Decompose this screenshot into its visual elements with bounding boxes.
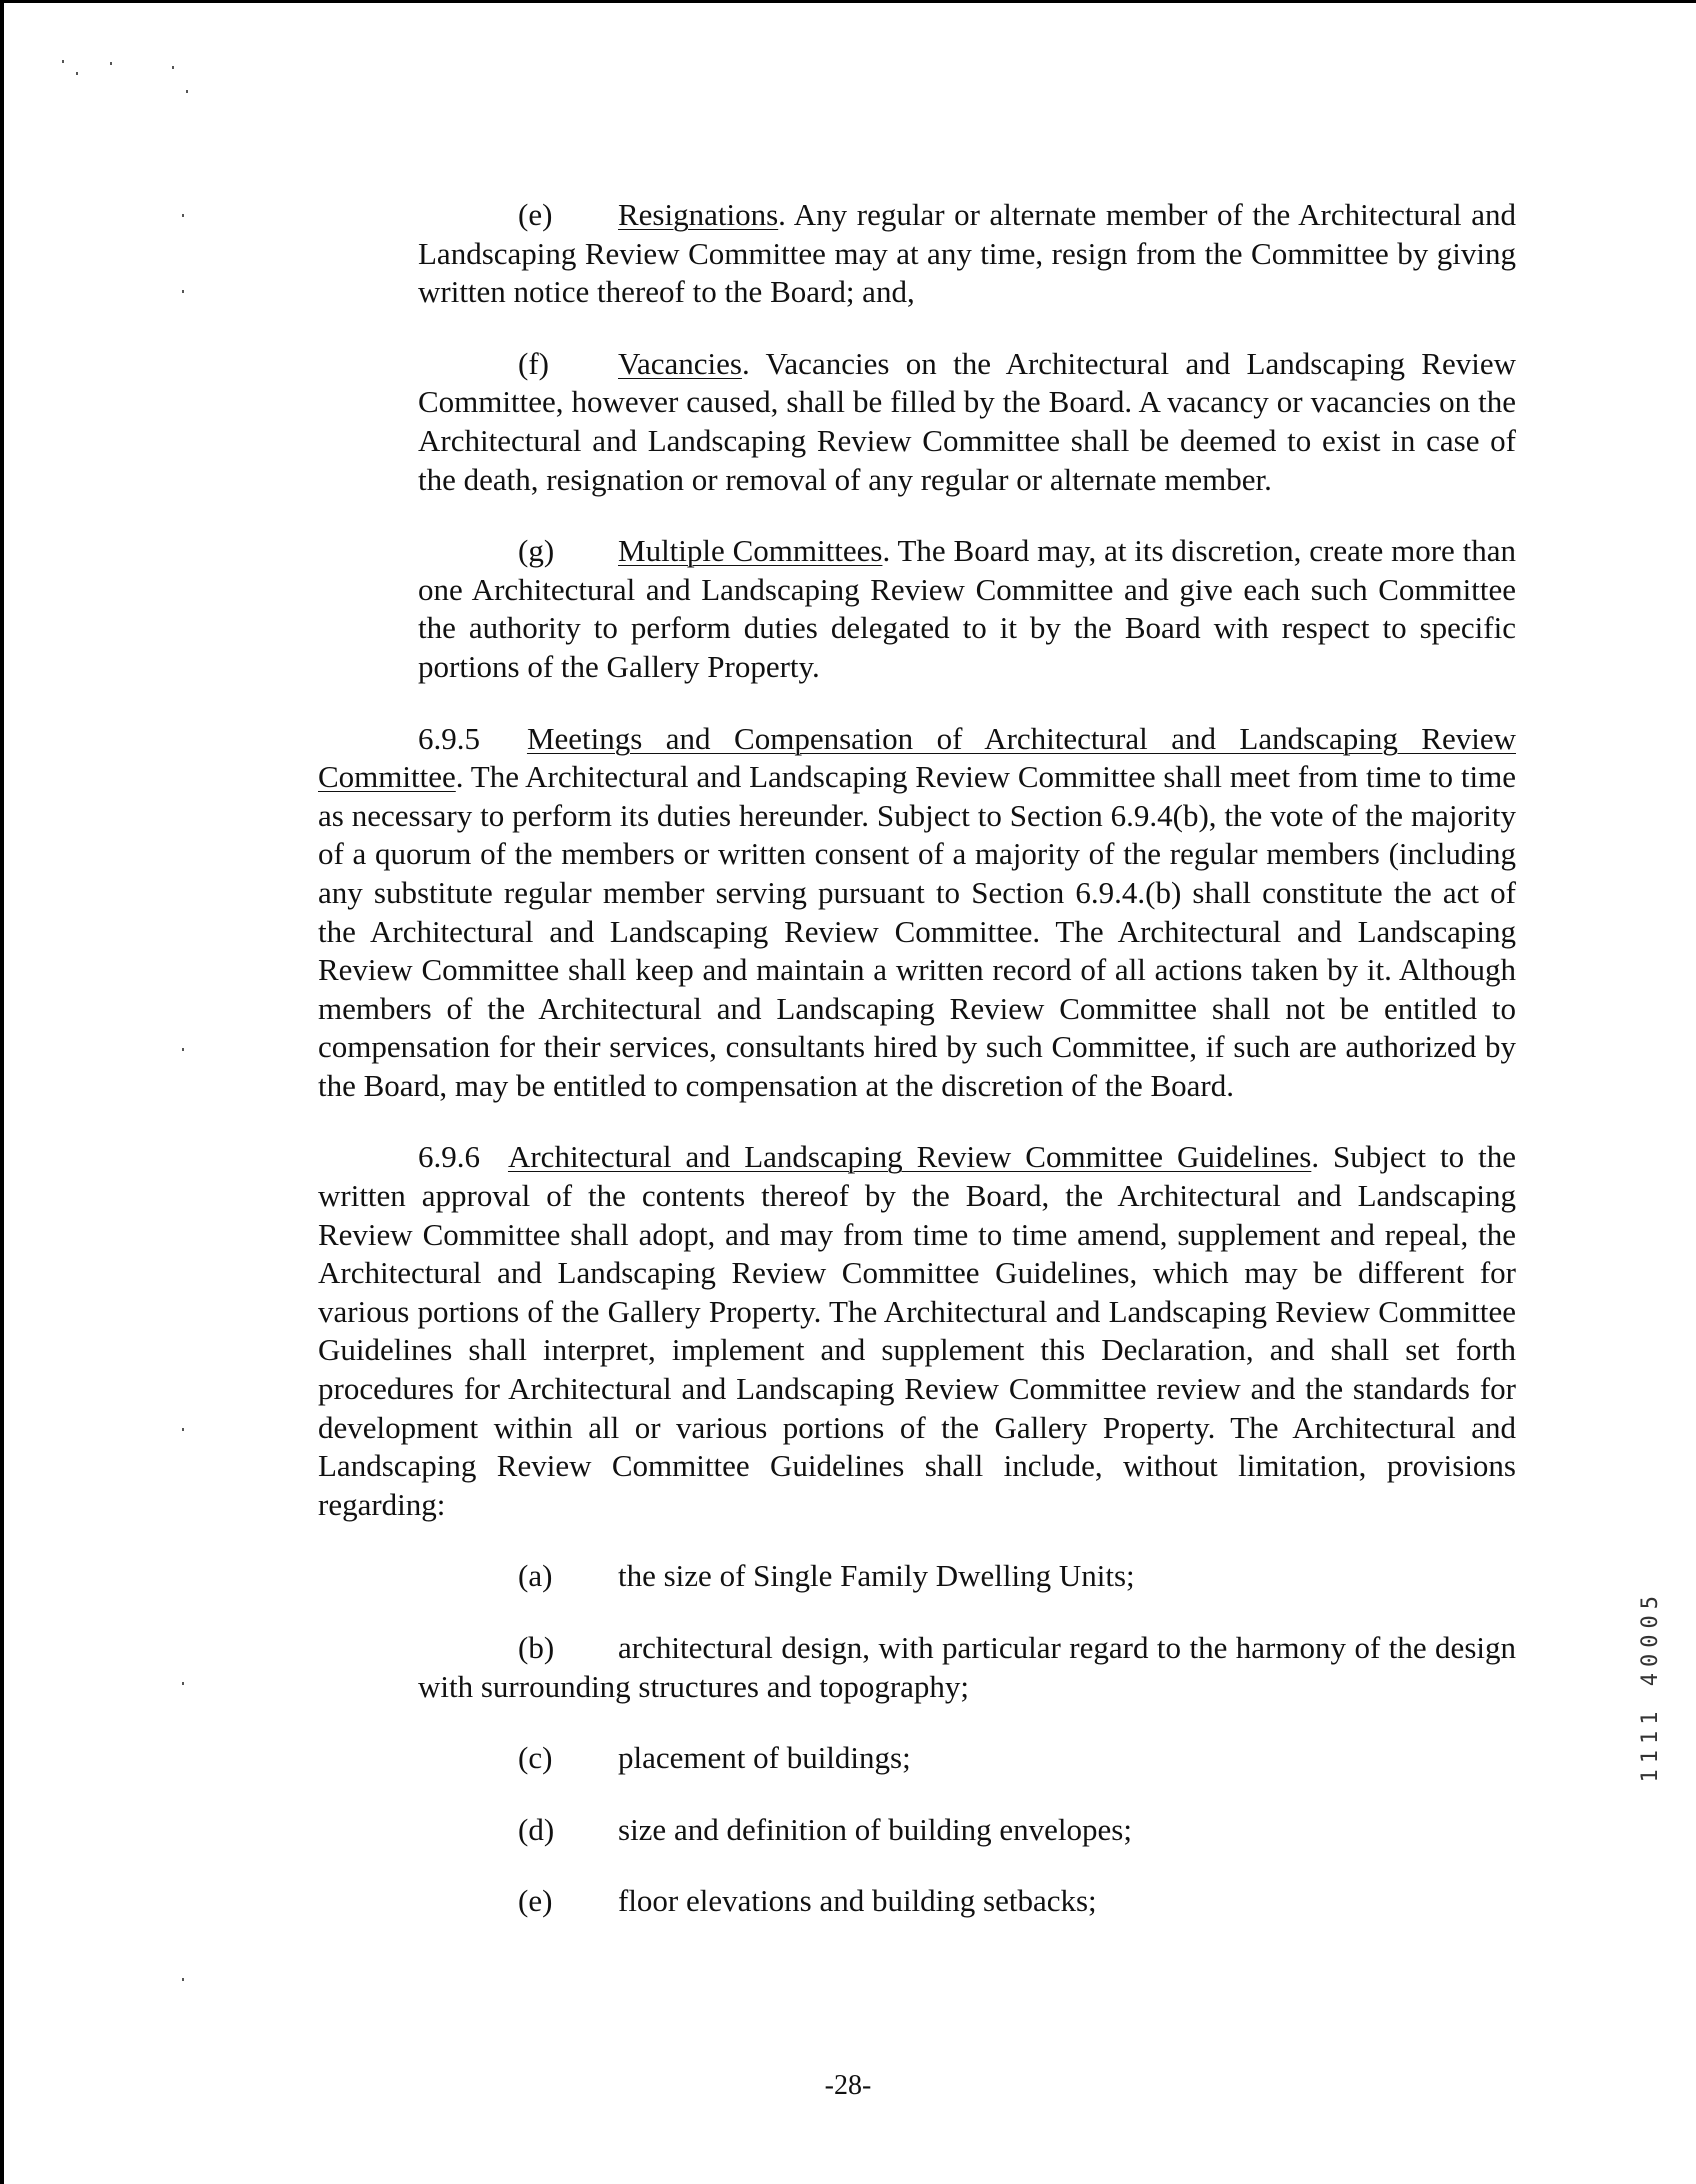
section-heading: Architectural and Landscaping Review Committee Guidelines — [507, 1139, 1312, 1175]
item-text: architectural design, with particular regard to the harmony of the design with surrounding structures and topography; — [418, 1630, 1516, 1704]
guideline-item-c — [318, 1739, 1516, 1778]
scan-speck — [62, 60, 64, 63]
scan-speck — [76, 72, 78, 75]
item-text: size and definition of building envelopes; — [618, 1811, 1132, 1847]
scan-left-edge — [0, 0, 4, 2184]
scan-speck — [182, 1978, 184, 1981]
section-text: . Subject to the written approval of the contents thereof by the Board, the Architectural and Landscaping Review Committee shall adopt, and may from time to time amend, supplement and repeal, the Architectural and Landscaping Review Committee Guidelines, which may be different for various portions of the Gallery Property. The Architectural and Landscaping Review Committee Guidelines shall interpret, implement and supplement this Declaration, and shall set forth procedures for Architectural and Landscaping Review Committee review and the standards for development within all or various portions of the Gallery Property. The Architectural and Landscaping Review Committee Guidelines shall include, without limitation, provisions regarding: — [318, 1139, 1516, 1522]
section-6-9-5 — [318, 720, 1516, 1106]
subsection-label: (e) — [518, 197, 553, 232]
guideline-item-b — [318, 1629, 1516, 1706]
subsection-text: . The Board may, at its discretion, create more than one Architectural and Landscaping Review Committee and give each such Committee the authority to perform duties delegated to it by the Board with respect to specific portions of the Gallery Property. — [418, 533, 1516, 684]
scan-speck — [186, 90, 188, 93]
subsection-e-resignations — [318, 196, 1516, 312]
subsection-heading: Multiple Committees — [618, 533, 883, 569]
item-label: (b) — [518, 1630, 555, 1665]
page-number: -28- — [824, 2070, 872, 2101]
guideline-item-a — [318, 1557, 1516, 1596]
subsection-text: . Any regular or alternate member of the Architectural and Landscaping Review Committee may at any time, resign from the Committee by giving written notice thereof to the Board; and, — [418, 197, 1516, 310]
subsection-g-multiple-committees — [318, 532, 1516, 686]
item-label: (e) — [518, 1883, 553, 1919]
item-label: (d) — [518, 1811, 555, 1847]
recording-stamp: 1111 40005 — [1638, 1590, 1663, 1783]
section-6-9-6 — [318, 1138, 1516, 1524]
scan-top-edge — [0, 0, 1696, 3]
scan-speck — [182, 1682, 184, 1685]
scan-speck — [182, 290, 184, 293]
guideline-item-e — [318, 1882, 1516, 1921]
section-number: 6.9.6 — [418, 1139, 480, 1175]
section-heading: Meetings and Compensation of Architectural and Landscaping Review Committee — [318, 720, 1516, 795]
item-label: (a) — [518, 1558, 553, 1594]
section-text: . The Architectural and Landscaping Review Committee shall meet from time to time as necessary to perform its duties hereunder. Subject to Section 6.9.4(b), the vote of the majority of a quorum of the members or written consent of a majority of the regular members (including any substitute regular member serving pursuant to Section 6.9.4.(b) shall constitute the act of the Architectural and Landscaping Review Committee. The Architectural and Landscaping Review Committee shall keep and maintain a written record of all actions taken by it. Although members of the Architectural and Landscaping Review Committee shall not be entitled to compensation for their services, consultants hired by such Committee, if such are authorized by the Board, may be entitled to compensation at the discretion of the Board. — [318, 759, 1516, 1103]
scan-speck — [172, 66, 174, 69]
document-body — [318, 196, 1516, 1954]
item-text: the size of Single Family Dwelling Units; — [618, 1558, 1135, 1594]
item-text: placement of buildings; — [618, 1740, 911, 1776]
subsection-text: . Vacancies on the Architectural and Landscaping Review Committee, however caused, shall be filled by the Board. A vacancy or vacancies on the Architectural and Landscaping Review Committee shall be deemed to exist in case of the death, resignation or removal of any regular or alternate member. — [418, 345, 1516, 497]
scan-speck — [182, 214, 184, 217]
subsection-f-vacancies — [318, 345, 1516, 499]
scan-speck — [182, 1048, 184, 1051]
subsection-label: (f) — [518, 345, 549, 381]
item-label: (c) — [518, 1740, 553, 1776]
subsection-heading: Resignations — [618, 197, 779, 232]
subsection-label: (g) — [518, 533, 555, 569]
item-text: floor elevations and building setbacks; — [618, 1883, 1097, 1919]
section-number: 6.9.5 — [418, 720, 480, 756]
scan-speck — [182, 1428, 184, 1431]
guideline-item-d — [318, 1811, 1516, 1850]
scan-speck — [110, 62, 112, 65]
subsection-heading: Vacancies — [618, 345, 742, 381]
